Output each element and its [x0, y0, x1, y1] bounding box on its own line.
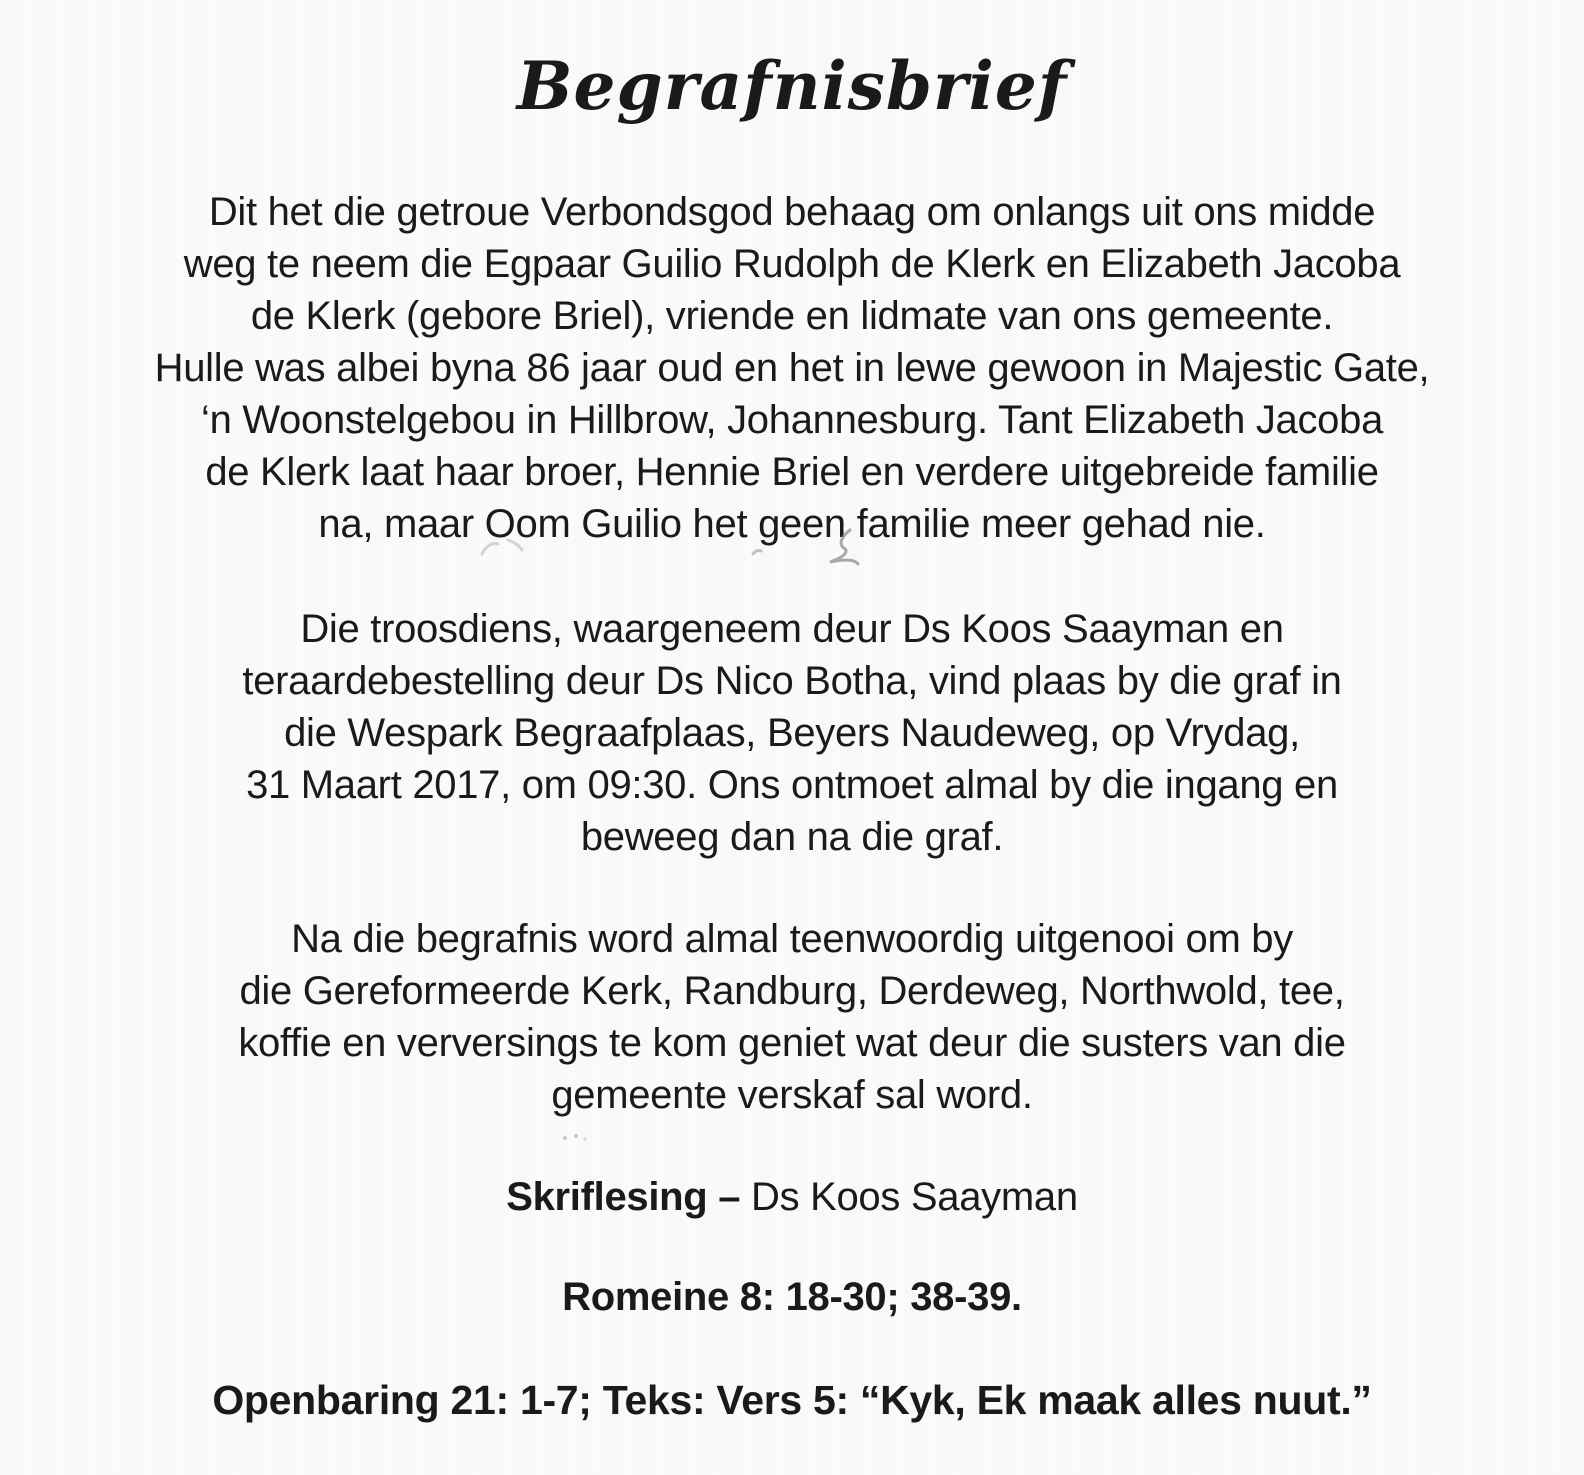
- text-line: Hulle was albei byna 86 jaar oud en het in lewe gewoon in Majestic Gate,: [154, 346, 1430, 390]
- text-line: die Wespark Begraafplaas, Beyers Naudeweg, op Vrydag,: [284, 711, 1300, 755]
- text-line: de Klerk (gebore Briel), vriende en lidmate van ons gemeente.: [250, 294, 1334, 338]
- text-line: 31 Maart 2017, om 09:30. Ons ontmoet almal by die ingang en: [246, 763, 1338, 807]
- text-line: Die troosdiens, waargeneem deur Ds Koos Saayman en: [300, 607, 1284, 651]
- text-line: beweeg dan na die graf.: [580, 815, 1004, 859]
- text-reference: Openbaring 21: 1-7; Teks: Vers 5: “Kyk, Ek maak alles nuut.”: [212, 1377, 1372, 1423]
- scripture-reading-line: [0, 1171, 1584, 1223]
- scripture-reading-reader: Ds Koos Saayman: [740, 1175, 1078, 1219]
- reading-reference: Romeine 8: 18-30; 38-39.: [562, 1275, 1022, 1319]
- scan-dots-mark: [560, 1130, 590, 1144]
- text-line: Na die begrafnis word almal teenwoordig uitgenooi om by: [291, 917, 1293, 961]
- page-title: Begrafnisbrief: [516, 47, 1068, 125]
- text-line: weg te neem die Egpaar Guilio Rudolph de Klerk en Elizabeth Jacoba: [183, 242, 1401, 286]
- text-line: de Klerk laat haar broer, Hennie Briel en verdere uitgebreide familie: [205, 450, 1379, 494]
- reception-paragraph: [0, 913, 1584, 1121]
- text-line: die Gereformeerde Kerk, Randburg, Derdeweg, Northwold, tee,: [239, 969, 1345, 1013]
- text-line: koffie en verversings te kom geniet wat deur die susters van die: [238, 1021, 1346, 1065]
- text-line: teraardebestelling deur Ds Nico Botha, vind plaas by die graf in: [242, 659, 1342, 703]
- title-block: [0, 34, 1584, 138]
- scripture-reading-label: Skriflesing –: [506, 1175, 741, 1219]
- text-line: gemeente verskaf sal word.: [551, 1073, 1033, 1117]
- text-line: Dit het die getroue Verbondsgod behaag om onlangs uit ons midde: [208, 190, 1376, 234]
- service-paragraph: [0, 603, 1584, 863]
- text-reference-line: [0, 1374, 1584, 1426]
- reading-reference-line: [0, 1271, 1584, 1323]
- text-line: ‘n Woonstelgebou in Hillbrow, Johannesburg. Tant Elizabeth Jacoba: [200, 398, 1384, 442]
- text-line: na, maar Oom Guilio het geen familie meer gehad nie.: [318, 502, 1266, 546]
- intro-paragraph: [0, 186, 1584, 550]
